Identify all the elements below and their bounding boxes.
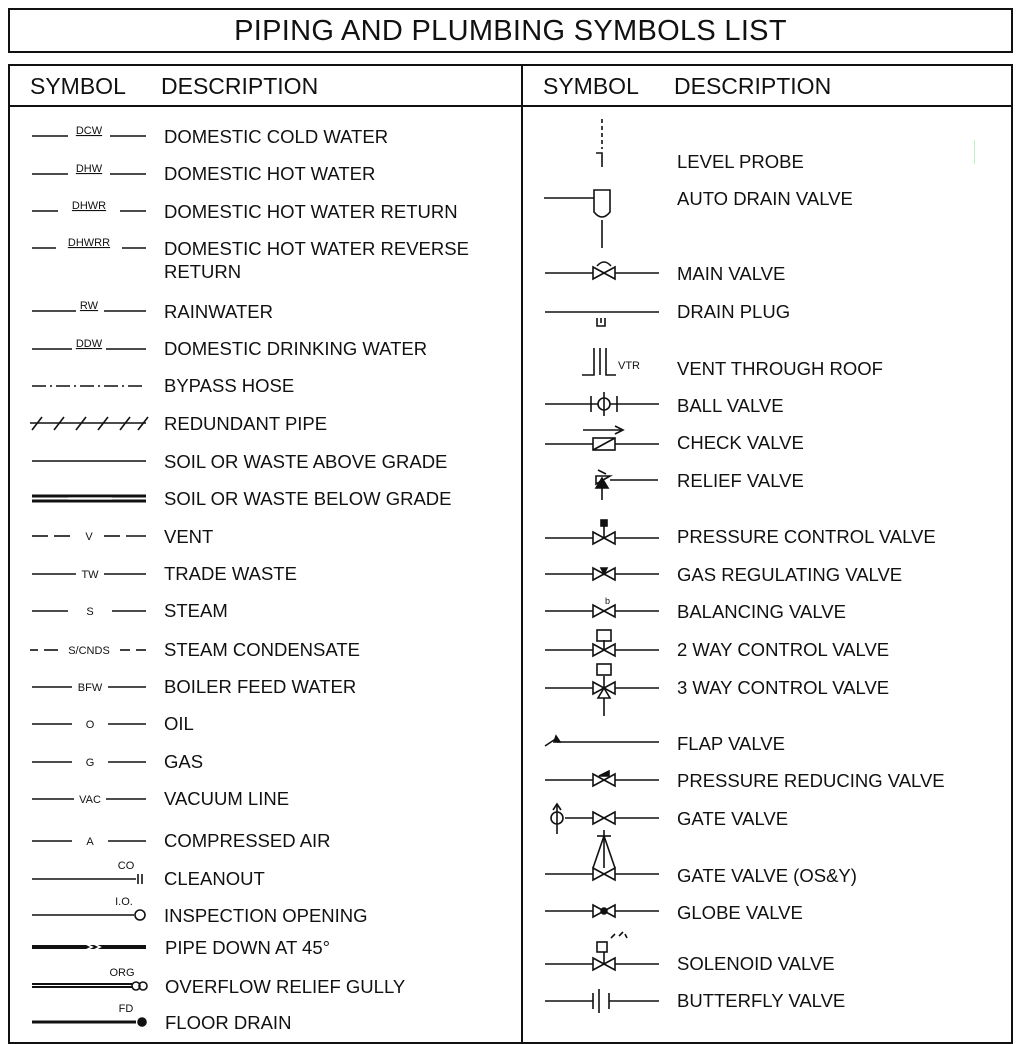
vent-through-roof-icon [580, 342, 660, 382]
scnds-code: S/CNDS [68, 645, 110, 657]
right-row-description: AUTO DRAIN VALVE [677, 188, 853, 209]
solid-line-icon [28, 446, 150, 476]
column-divider [521, 66, 523, 1042]
scnds-dashed-line-icon [28, 634, 150, 664]
org-code: ORG [109, 967, 135, 979]
left-row-description: OVERFLOW RELIEF GULLY [165, 976, 406, 997]
vac-line-icon [28, 783, 150, 813]
header-divider [10, 105, 1011, 107]
left-row-description: SOIL OR WASTE BELOW GRADE [164, 488, 452, 509]
right-row-description: BALL VALVE [677, 395, 784, 416]
right-row-description: GATE VALVE (OS&Y) [677, 865, 857, 886]
right-row-description: 2 WAY CONTROL VALVE [677, 639, 890, 660]
pipe-down-icon [28, 934, 150, 960]
air-code: A [86, 836, 94, 848]
dcw-code: DCW [75, 125, 103, 137]
hatched-line-icon [28, 408, 150, 438]
dash-dot-line-icon [28, 371, 150, 401]
drain-plug-icon [543, 296, 663, 332]
tw-code: TW [81, 569, 99, 581]
left-row-description: REDUNDANT PIPE [164, 413, 328, 434]
rw-code: RW [79, 300, 99, 312]
pressure-reducing-valve-icon [543, 762, 663, 794]
symbols-table [8, 64, 1013, 1044]
left-row-description: GAS [164, 751, 204, 772]
right-description-header: DESCRIPTION [674, 73, 832, 99]
auto-drain-valve-icon [542, 182, 622, 252]
right-row-description: BALANCING VALVE [677, 601, 846, 622]
dhw-line-icon [28, 158, 150, 188]
right-row-description: GAS REGULATING VALVE [677, 564, 903, 585]
inspection-opening-icon [28, 893, 150, 927]
vtr-code: VTR [618, 360, 640, 372]
margin-mark [974, 140, 975, 164]
overflow-gully-icon [28, 962, 150, 996]
right-row-description: GATE VALVE [677, 808, 789, 829]
page-title: PIPING AND PLUMBING SYMBOLS LIST [8, 8, 1013, 53]
solenoid-valve-icon [543, 928, 663, 978]
right-row-description: LEVEL PROBE [677, 151, 804, 172]
rw-line-icon [28, 295, 150, 325]
globe-valve-icon [543, 896, 663, 926]
right-row-description: PRESSURE REDUCING VALVE [677, 770, 945, 791]
left-row-description: VACUUM LINE [164, 788, 290, 809]
gas-code: G [85, 757, 95, 769]
o-line-icon [28, 708, 150, 738]
three-way-control-valve-icon [543, 662, 663, 718]
oil-code: O [85, 719, 95, 731]
vac-code: VAC [79, 794, 101, 806]
level-probe-icon [585, 115, 625, 175]
balancing-valve-icon [543, 593, 663, 627]
ball-valve-icon [543, 388, 663, 420]
check-valve-icon [543, 422, 663, 456]
right-row-description: VENT THROUGH ROOF [677, 358, 883, 379]
dhwrr-code: DHWRR [67, 237, 111, 249]
left-row-description: DOMESTIC HOT WATER REVERSE [164, 238, 469, 259]
right-row-description: RELIEF VALVE [677, 470, 804, 491]
left-row-description: FLOOR DRAIN [165, 1012, 292, 1033]
s-line-icon [28, 595, 150, 625]
steam-code: S [86, 606, 94, 618]
bfw-code: BFW [77, 682, 103, 694]
left-row-description-cont: RETURN [164, 261, 242, 282]
left-description-header: DESCRIPTION [161, 73, 319, 99]
fd-code: FD [118, 1003, 134, 1015]
dcw-line-icon [28, 120, 150, 150]
flap-valve-icon [543, 730, 663, 754]
right-symbol-header: SYMBOL [543, 73, 639, 99]
right-row-description: BUTTERFLY VALVE [677, 990, 846, 1011]
right-row-description: FLAP VALVE [677, 733, 785, 754]
left-row-description: VENT [164, 526, 214, 547]
vent-code: V [85, 531, 93, 543]
pressure-control-valve-icon [543, 518, 663, 550]
left-row-description: DOMESTIC HOT WATER [164, 163, 376, 184]
right-row-description: DRAIN PLUG [677, 301, 791, 322]
right-row-description: 3 WAY CONTROL VALVE [677, 677, 890, 698]
left-row-description: STEAM CONDENSATE [164, 639, 360, 660]
vent-dashed-line-icon [28, 520, 150, 550]
relief-valve-icon [580, 466, 660, 502]
a-line-icon [28, 825, 150, 855]
balancing-code: b [605, 596, 611, 606]
ddw-line-icon [28, 333, 150, 363]
left-row-description: TRADE WASTE [164, 563, 297, 584]
left-row-description: BOILER FEED WATER [164, 676, 357, 697]
dhwrr-line-icon [28, 232, 150, 262]
gas-regulating-valve-icon [543, 558, 663, 590]
left-row-description: STEAM [164, 600, 228, 621]
right-row-description: SOLENOID VALVE [677, 953, 835, 974]
left-symbol-header: SYMBOL [30, 73, 126, 99]
right-row-description: GLOBE VALVE [677, 902, 803, 923]
cleanout-code: CO [117, 860, 135, 872]
left-row-description: DOMESTIC HOT WATER RETURN [164, 201, 458, 222]
left-row-description: BYPASS HOSE [164, 375, 295, 396]
ddw-code: DDW [75, 338, 103, 350]
io-code: I.O. [115, 896, 133, 908]
two-way-control-valve-icon [543, 626, 663, 666]
main-valve-icon [543, 256, 663, 288]
right-row-description: MAIN VALVE [677, 263, 786, 284]
left-row-description: OIL [164, 713, 194, 734]
left-row-description: CLEANOUT [164, 868, 265, 889]
g-line-icon [28, 746, 150, 776]
dhwr-code: DHWR [71, 200, 107, 212]
right-row-description: CHECK VALVE [677, 432, 804, 453]
left-row-description: COMPRESSED AIR [164, 830, 331, 851]
double-line-icon [28, 483, 150, 513]
gate-valve-osy-icon [543, 828, 663, 886]
tw-line-icon [28, 558, 150, 588]
left-row-description: DOMESTIC COLD WATER [164, 126, 389, 147]
left-row-description: PIPE DOWN AT 45° [165, 937, 331, 958]
right-row-description: PRESSURE CONTROL VALVE [677, 526, 936, 547]
cleanout-icon [28, 855, 150, 889]
butterfly-valve-icon [543, 985, 663, 1017]
left-row-description: SOIL OR WASTE ABOVE GRADE [164, 451, 448, 472]
bfw-line-icon [28, 671, 150, 701]
dhwr-line-icon [28, 195, 150, 225]
left-row-description: RAINWATER [164, 301, 273, 322]
dhw-code: DHW [75, 163, 103, 175]
left-row-description: DOMESTIC DRINKING WATER [164, 338, 428, 359]
left-row-description: INSPECTION OPENING [164, 905, 368, 926]
